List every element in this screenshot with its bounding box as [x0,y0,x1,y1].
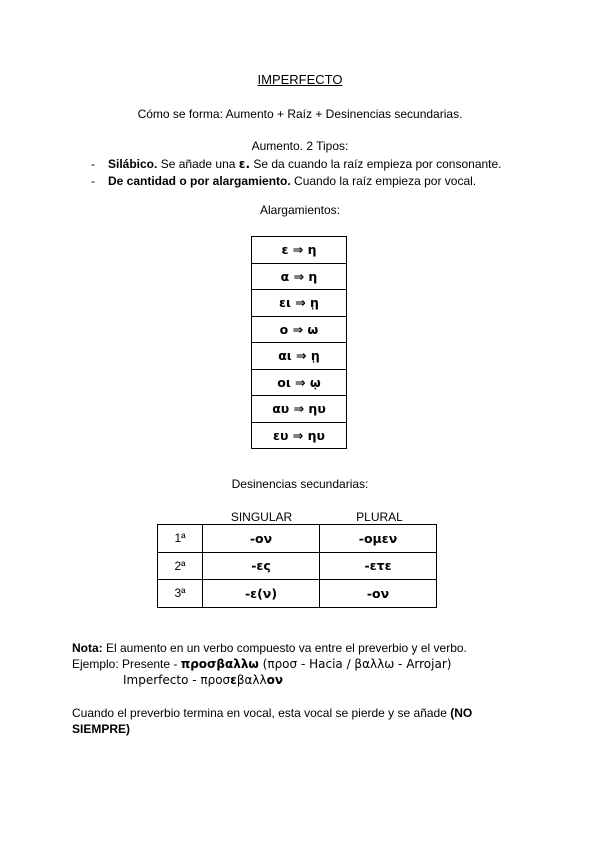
imperfect-line [72,672,582,688]
table-row [158,580,437,608]
person-cell: 2ª [158,552,203,580]
bullet-desc: Se añade una [157,157,239,171]
table-row [252,396,347,423]
aumento-list [91,156,581,190]
bullet-text [108,173,476,190]
note-label: Nota: [72,641,103,655]
table-row [252,343,347,370]
example-verb: προσβαλλω [180,657,259,671]
table-row [252,237,347,264]
epsilon-letter: ε. [238,157,251,171]
formation-line: Cómo se forma: Aumento + Raíz + Desinencias secundarias. [137,107,463,121]
table-cell: α ⇒ η [252,263,347,290]
table-cell: αι ⇒ ῃ [252,343,347,370]
bullet-desc: Cuando la raíz empieza por vocal. [290,174,477,188]
table-row [158,525,437,553]
imperfect-ending: ον [266,673,284,687]
table-row [158,552,437,580]
table-row [252,422,347,449]
person-cell: 3ª [158,580,203,608]
table-cell: ε ⇒ η [252,237,347,264]
plural-header: PLURAL [356,510,403,524]
imperfect-stem: βαλλ [236,673,267,687]
table-row [252,316,347,343]
table-row [252,290,347,317]
final-note-bold: (NO SIEMPRE) [72,706,473,736]
table-cell: ο ⇒ ω [252,316,347,343]
imperfect-augment: ε [230,673,237,687]
alargamientos-heading: Alargamientos: [259,203,341,217]
list-item [91,173,581,190]
plural-cell: -ον [320,580,437,608]
table-cell: οι ⇒ ῳ [252,369,347,396]
table-cell: ευ ⇒ ηυ [252,422,347,449]
imperfect-prefix: Imperfecto - προσ [123,673,231,687]
final-note [72,705,512,737]
note-line [72,640,582,656]
example-gloss: (προσ - Hacia / βαλλω - Arrojar) [258,657,452,671]
list-item [91,156,581,173]
example-prefix: Ejemplo: Presente - [72,657,181,671]
singular-cell: -ες [203,552,320,580]
table-row [252,263,347,290]
final-note-text: Cuando el preverbio termina en vocal, esta vocal se pierde y se añade [72,706,451,720]
plural-cell: -ομεν [320,525,437,553]
desinencias-heading: Desinencias secundarias: [231,477,369,491]
plural-cell: -ετε [320,552,437,580]
bullet-dash: - [91,174,95,188]
page-title: IMPERFECTO [257,72,343,87]
aumento-heading: Aumento. 2 Tipos: [251,139,349,153]
table-row [252,369,347,396]
note-block [72,640,582,688]
desinencias-table [157,524,437,608]
bullet-text [108,156,502,173]
singular-cell: -ε(ν) [203,580,320,608]
alargamientos-table [251,236,347,449]
bullet-dash: - [91,157,95,171]
note-text: El aumento en un verbo compuesto va entre el preverbio y el verbo. [102,641,467,655]
table-cell: αυ ⇒ ηυ [252,396,347,423]
bullet-term: Silábico. [108,157,158,171]
example-line [72,656,582,672]
person-cell: 1ª [158,525,203,553]
singular-cell: -ον [203,525,320,553]
bullet-term: De cantidad o por alargamiento. [108,174,291,188]
bullet-desc-rest: Se da cuando la raíz empieza por consonante. [250,157,502,171]
singular-header: SINGULAR [230,510,293,524]
table-cell: ει ⇒ ῃ [252,290,347,317]
